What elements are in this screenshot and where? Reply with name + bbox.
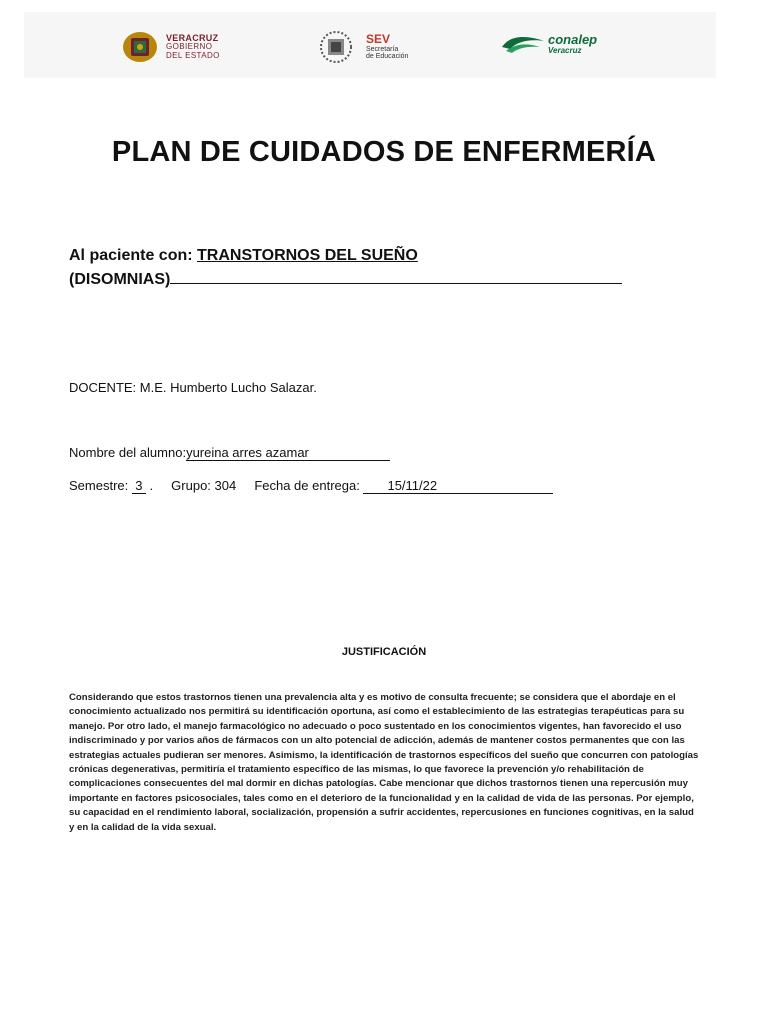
veracruz-line1: VERACRUZ (166, 32, 219, 43)
fecha-value: 15/11/22 (363, 478, 553, 494)
fecha-label: Fecha de entrega: (254, 478, 360, 493)
conalep-logo (500, 33, 597, 55)
sev-line3: de Educación (366, 53, 409, 61)
sev-seal-icon (316, 30, 356, 64)
conalep-line2: Veracruz (548, 45, 582, 55)
conalep-line1: conalep (548, 32, 598, 47)
veracruz-shield-icon (120, 30, 160, 64)
veracruz-line3: DEL ESTADO (166, 50, 220, 60)
sev-line2: Secretaría (366, 45, 399, 53)
semestre-value: 3 (132, 478, 146, 494)
patient-block (69, 244, 622, 292)
alumno-value: yureina arres azamar (186, 445, 390, 461)
veracruz-logo (120, 30, 220, 64)
patient-label: Al paciente con: (69, 247, 193, 264)
justificacion-title: JUSTIFICACIÓN (341, 646, 427, 658)
alumno-line (69, 445, 390, 461)
docente-line: DOCENTE: M.E. Humberto Lucho Salazar. (69, 380, 317, 395)
veracruz-line2: GOBIERNO (166, 42, 213, 52)
conalep-swoosh-icon (500, 33, 546, 55)
semestre-line: Semestre: 3 . Grupo: 304 Fecha de entrega: 15/11/22 (69, 478, 553, 494)
justificacion-body: Considerando que estos trastornos tienen una prevalencia alta y es motivo de consulta frecuente; se considera que el abordaje en el conocimiento actualizado nos permitirá su identificación oportuna, así como el establecimiento de las estrategias terapéuticas para su manejo. Por otro lado, el manejo farmacológico no adecuado o poco sustentado en los conocimientos vigentes, han favorecido el uso indiscriminado y por varios años de fármacos con un alto potencial de adicción, además de mantener costos permanentes que con las estrategias actuales pudieran ser menores. Asimismo, la identificación de trastornos específicos del sueño que concurren con patologías crónicas degenerativas, permitiría el tratamiento específico de las mismas, lo que favorece la prevención y/o rehabilitación de complicaciones consecuentes del mal dormir en dichas patologías. Cabe mencionar que dichos trastornos tienen una repercusión muy importante en factores psicosociales, tales como en el deterioro de la funcionalidad y en la calidad de vida de las personas. Por ejemplo, su capacidad en el rendimiento laboral, socialización, propensión a sufrir accidentes, repercusiones en funciones cognitivas, en la salud y en la calidad de la vida sexual. (69, 692, 699, 833)
grupo-text: Grupo: 304 (171, 478, 237, 493)
patient-fill-line (170, 269, 622, 284)
semestre-label: Semestre: (69, 478, 129, 493)
patient-condition-2: (DISOMNIAS) (69, 271, 171, 288)
sev-line1: SEV (366, 32, 391, 47)
document-title: PLAN DE CUIDADOS DE ENFERMERÍA (111, 136, 657, 168)
patient-condition: TRANSTORNOS DEL SUEÑO (197, 247, 418, 264)
sev-logo (316, 30, 408, 64)
alumno-label: Nombre del alumno: (69, 445, 187, 460)
